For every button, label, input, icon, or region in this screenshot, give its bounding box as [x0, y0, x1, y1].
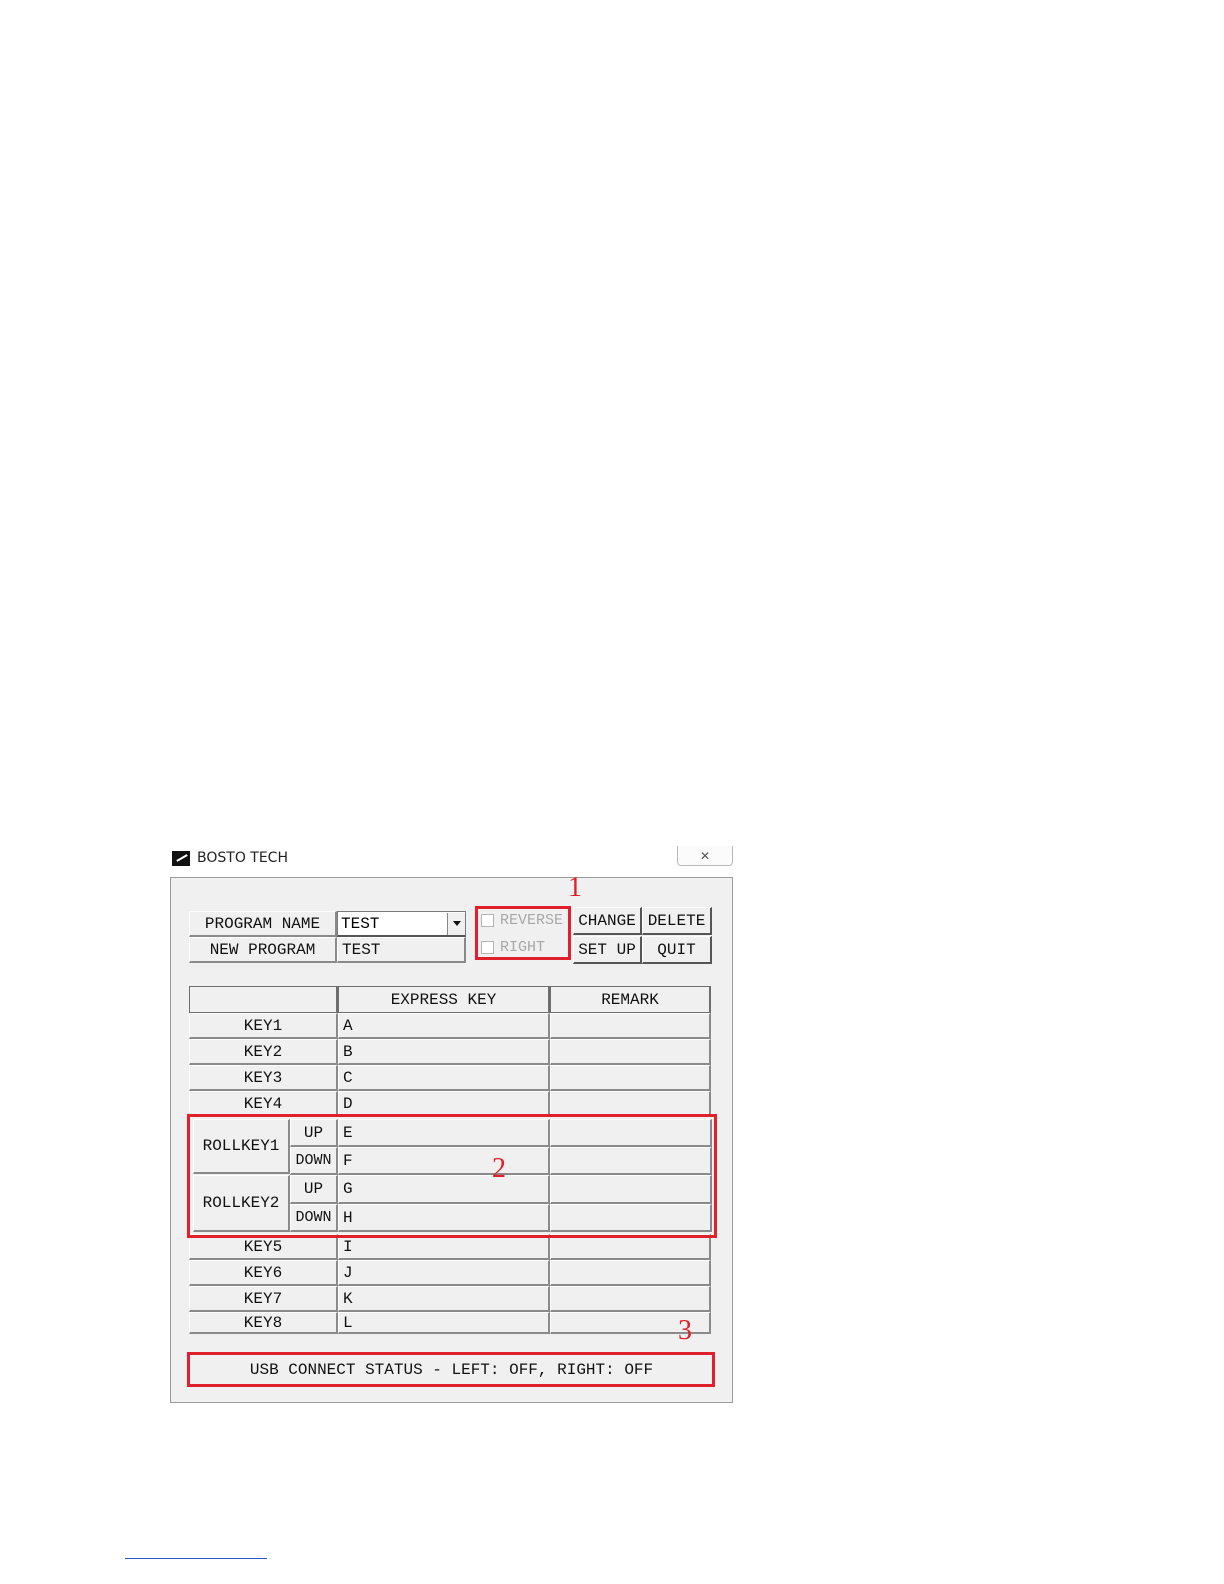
- key-label: KEY1: [189, 1013, 338, 1039]
- usb-status-text: USB CONNECT STATUS - LEFT: OFF, RIGHT: OFF: [249, 1361, 654, 1379]
- express-key-input[interactable]: E: [338, 1119, 550, 1147]
- express-key-input[interactable]: K: [338, 1286, 550, 1312]
- header-key: [189, 986, 338, 1013]
- remark-input[interactable]: [550, 1039, 711, 1065]
- remark-input[interactable]: [550, 1013, 711, 1039]
- program-name-label: PROGRAM NAME: [189, 911, 337, 937]
- rollkey1-label: ROLLKEY1: [193, 1119, 290, 1174]
- header-express-key: EXPRESS KEY: [338, 986, 550, 1013]
- express-key-input[interactable]: D: [338, 1091, 550, 1117]
- express-key-input[interactable]: G: [338, 1175, 550, 1204]
- footnote-divider: [125, 1558, 267, 1559]
- key-label: KEY6: [189, 1260, 338, 1286]
- key-label: KEY5: [189, 1234, 338, 1260]
- annotation-box-1: [475, 906, 571, 960]
- express-key-input[interactable]: B: [338, 1039, 550, 1065]
- program-name-value: TEST: [341, 914, 380, 933]
- quit-button[interactable]: QUIT: [642, 936, 712, 964]
- annotation-box-2: [187, 1114, 717, 1238]
- app-logo-icon: [172, 851, 190, 866]
- express-key-input[interactable]: F: [338, 1147, 550, 1175]
- key-label: KEY2: [189, 1039, 338, 1065]
- annotation-number-3: 3: [678, 1315, 692, 1346]
- new-program-label: NEW PROGRAM: [189, 937, 337, 963]
- rollkey1-up-label: UP: [290, 1119, 338, 1147]
- express-key-input[interactable]: A: [338, 1013, 550, 1039]
- new-program-input[interactable]: TEST: [337, 937, 466, 963]
- express-key-input[interactable]: I: [338, 1234, 550, 1260]
- key-label: KEY7: [189, 1286, 338, 1312]
- remark-input[interactable]: [550, 1065, 711, 1091]
- rollkey1-down-label: DOWN: [290, 1147, 338, 1175]
- close-icon: ✕: [699, 848, 711, 863]
- change-button[interactable]: CHANGE: [573, 907, 642, 935]
- window-title: BOSTO TECH: [197, 850, 288, 866]
- express-key-input[interactable]: L: [338, 1312, 550, 1334]
- delete-button[interactable]: DELETE: [642, 907, 712, 935]
- header-remark: REMARK: [550, 986, 711, 1013]
- key-label: KEY3: [189, 1065, 338, 1091]
- rollkey2-label: ROLLKEY2: [193, 1175, 290, 1232]
- express-key-input[interactable]: C: [338, 1065, 550, 1091]
- chevron-down-icon[interactable]: [447, 913, 465, 935]
- rollkey2-down-label: DOWN: [290, 1204, 338, 1232]
- remark-input[interactable]: [550, 1286, 711, 1312]
- remark-input[interactable]: [550, 1260, 711, 1286]
- program-name-select[interactable]: [337, 911, 466, 937]
- key-label: KEY8: [189, 1312, 338, 1334]
- express-key-input[interactable]: H: [338, 1204, 550, 1232]
- close-button[interactable]: [677, 846, 733, 866]
- right-label: RIGHT: [500, 938, 546, 956]
- annotation-box-3: [187, 1352, 715, 1387]
- reverse-label: REVERSE: [500, 911, 564, 929]
- key-label: KEY4: [189, 1091, 338, 1117]
- annotation-number-1: 1: [568, 872, 582, 903]
- annotation-number-2: 2: [492, 1153, 506, 1184]
- express-key-input[interactable]: J: [338, 1260, 550, 1286]
- setup-button[interactable]: SET UP: [573, 936, 642, 964]
- rollkey2-up-label: UP: [290, 1175, 338, 1204]
